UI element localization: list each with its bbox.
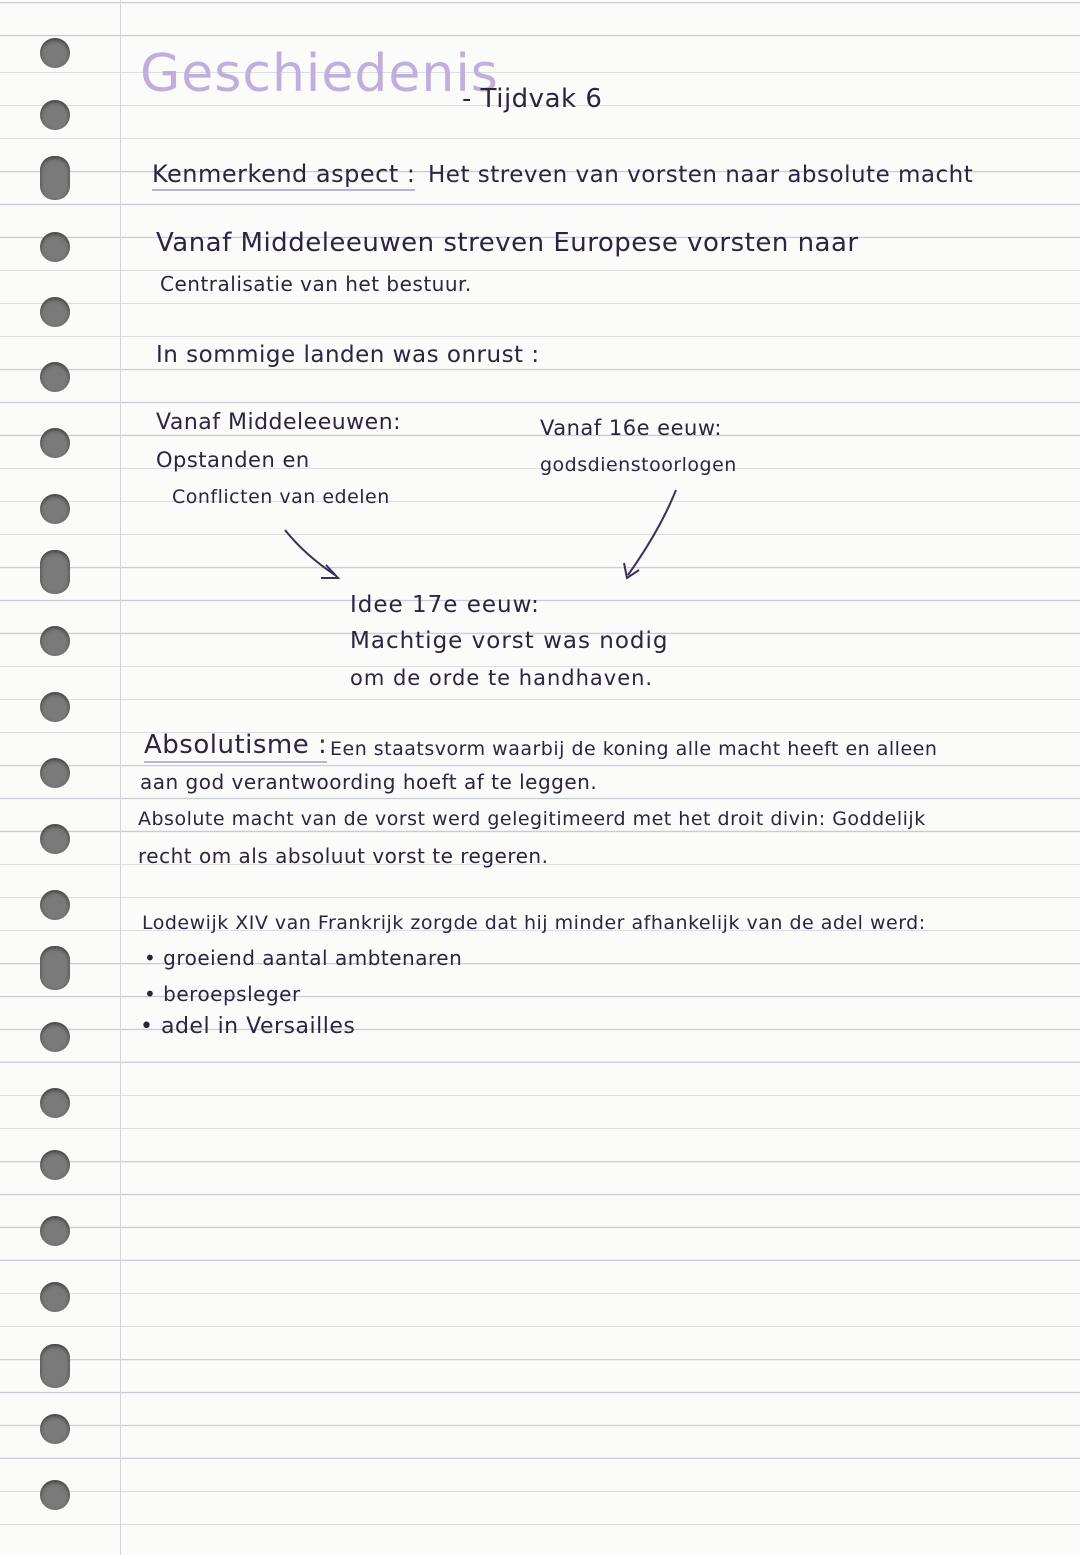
bullet-dot-icon: • xyxy=(144,946,157,970)
lodewijk-intro: Lodewijk XIV van Frankrijk zorgde dat hij minder afhankelijk van de adel werd: xyxy=(142,912,926,934)
onrust-left-line-3: Conflicten van edelen xyxy=(172,486,390,508)
arrow-left xyxy=(285,530,335,575)
absolutisme-line-3: Absolute macht van de vorst werd gelegitimeerd met het droit divin: Goddelijk xyxy=(138,808,926,830)
bullet-dot-icon: • xyxy=(144,982,157,1006)
onrust-heading: In sommige landen was onrust : xyxy=(156,342,540,368)
intro-line-2: Centralisatie van het bestuur. xyxy=(160,272,472,296)
lodewijk-bullet-text: beroepsleger xyxy=(163,982,301,1006)
absolutisme-definition-2: aan god verantwoording hoeft af te leggen. xyxy=(140,770,598,794)
idee-line-1: Idee 17e eeuw: xyxy=(350,592,540,618)
page-title: Geschiedenis xyxy=(140,44,499,104)
onrust-right-line-2: godsdienstoorlogen xyxy=(540,454,737,476)
idee-line-2: Machtige vorst was nodig xyxy=(350,628,669,654)
absolutisme-definition-1: Een staatsvorm waarbij de koning alle macht heeft en alleen xyxy=(330,738,938,760)
lodewijk-bullet-3 xyxy=(140,1014,355,1039)
lodewijk-bullet-text: adel in Versailles xyxy=(160,1014,356,1039)
bullet-dot-icon: • xyxy=(140,1014,154,1039)
intro-line-1: Vanaf Middeleeuwen streven Europese vorsten naar xyxy=(156,228,859,258)
page-subtitle: - Tijdvak 6 xyxy=(462,84,603,114)
kenmerkend-aspect-text: Het streven van vorsten naar absolute macht xyxy=(428,162,974,188)
onrust-left-line-1: Vanaf Middeleeuwen: xyxy=(156,410,402,435)
idee-line-3: om de orde te handhaven. xyxy=(350,666,654,690)
absolutisme-line-4: recht om als absoluut vorst te regeren. xyxy=(138,844,549,868)
onrust-right-line-1: Vanaf 16e eeuw: xyxy=(540,416,722,440)
arrow-right xyxy=(628,490,676,575)
lodewijk-bullet-1 xyxy=(144,946,462,970)
onrust-left-line-2: Opstanden en xyxy=(156,448,310,472)
lodewijk-bullet-text: groeiend aantal ambtenaren xyxy=(163,946,463,970)
lodewijk-bullet-2 xyxy=(144,982,301,1006)
kenmerkend-aspect-label: Kenmerkend aspect : xyxy=(152,160,415,191)
absolutisme-term: Absolutisme : xyxy=(144,730,327,763)
